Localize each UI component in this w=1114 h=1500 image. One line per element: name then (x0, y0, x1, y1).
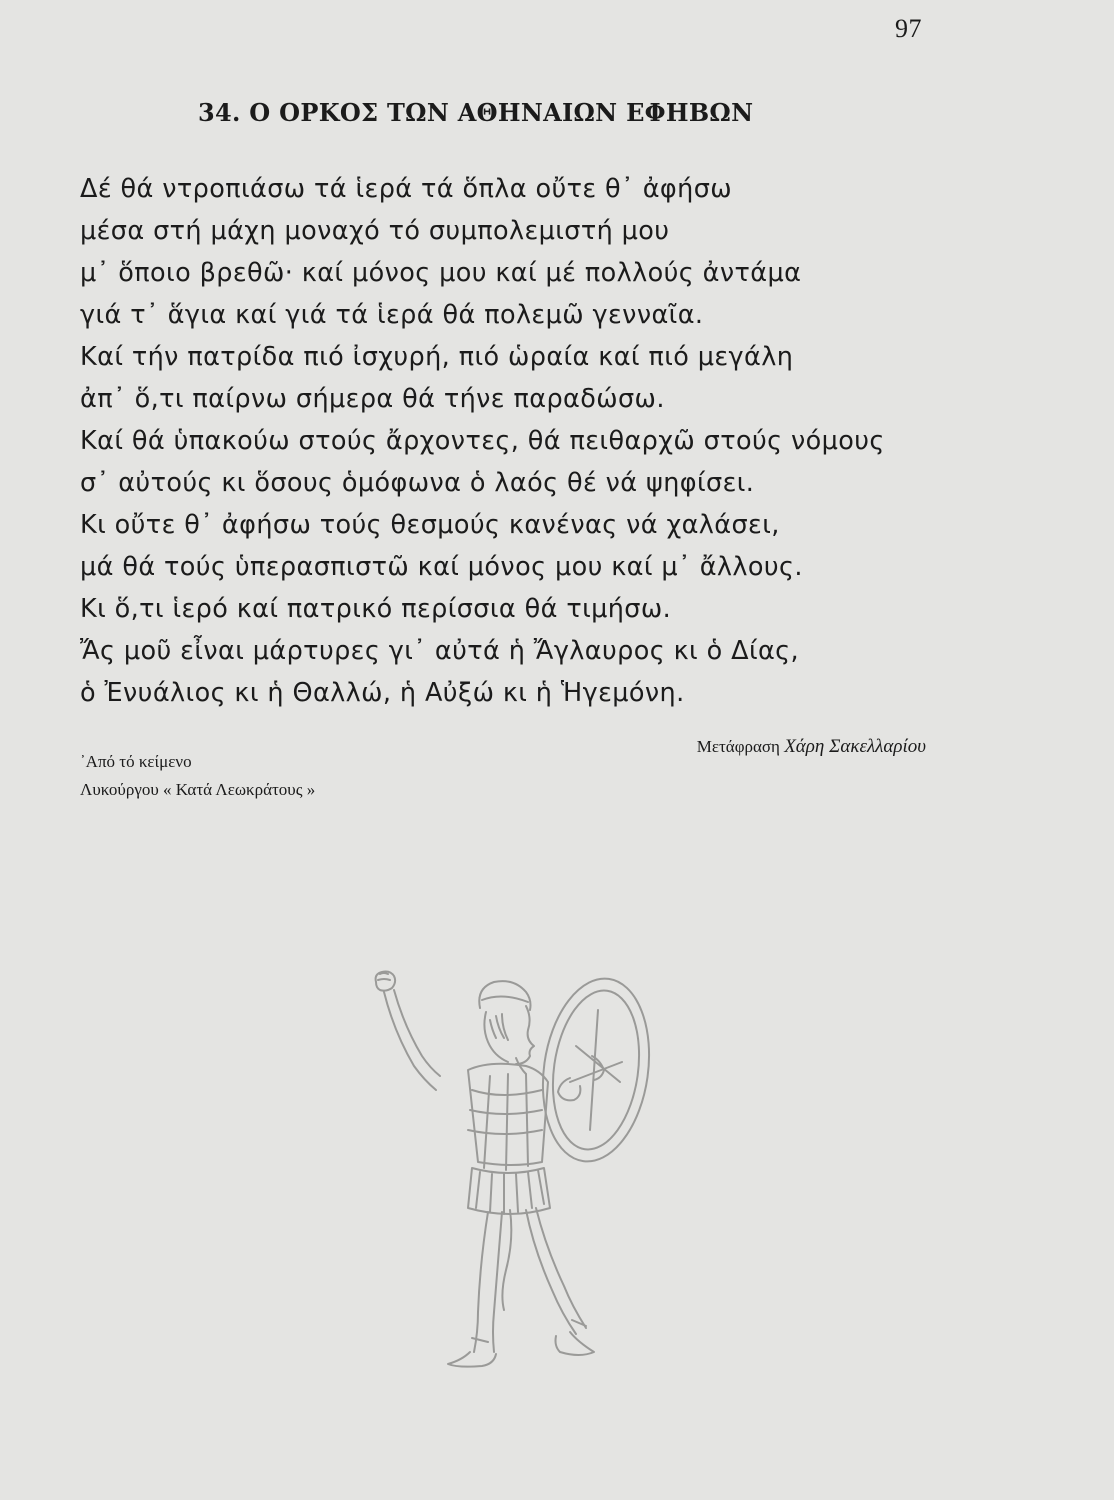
poem-line: Δέ θά ντροπιάσω τά ἱερά τά ὅπλα οὔτε θ᾿ ἀφήσω (80, 174, 733, 204)
source-line-2: Λυκούργου « Κατά Λεωκράτους » (80, 780, 316, 799)
page-number: 97 (895, 14, 922, 43)
poem-title: 34. Ο ΟΡΚΟΣ ΤΩΝ ΑΘΗΝΑΙΩΝ ΕΦΗΒΩΝ (198, 98, 754, 127)
translation-label: Μετάφραση (696, 737, 780, 756)
poem-line: μέσα στή μάχη μοναχό τό συμπολεμιστή μου (80, 216, 670, 246)
source-line-1: ᾿Από τό κείμενο (80, 752, 192, 771)
translator-name: Χάρη Σακελλαρίου (784, 736, 926, 757)
poem-line: μ᾿ ὅποιο βρεθῶ· καί μόνος μου καί μέ πολλούς ἀντάμα (80, 258, 802, 288)
poem-line: γιά τ᾿ ἅγια καί γιά τά ἱερά θά πολεμῶ γενναῖα. (80, 300, 704, 330)
poem-line: ἀπ᾿ ὅ,τι παίρνω σήμερα θά τήνε παραδώσω. (80, 384, 665, 414)
poem-body (80, 168, 960, 714)
poem-line: ὁ Ἐνυάλιος κι ἡ Θαλλώ, ἡ Αὐξώ κι ἡ Ἡγεμόνη. (80, 678, 685, 708)
source-credit (80, 748, 315, 804)
poem-line: Κι ὅ,τι ἱερό καί πατρικό περίσσια θά τιμήσω. (80, 594, 672, 624)
poem-line: Κι οὔτε θ᾿ ἀφήσω τούς θεσμούς κανένας νά χαλάσει, (80, 510, 780, 540)
poem-line: Ἄς μοῦ εἶναι μάρτυρες γι᾿ αὐτά ἡ Ἄγλαυρος κι ὁ Δίας, (80, 636, 800, 666)
poem-line: σ᾿ αὐτούς κι ὅσους ὁμόφωνα ὁ λαός θέ νά ψηφίσει. (80, 468, 755, 498)
poem-line: Καί τήν πατρίδα πιό ἰσχυρή, πιό ὡραία καί πιό μεγάλη (80, 342, 794, 372)
poem-line: μά θά τούς ὑπερασπιστῶ καί μόνος μου καί μ᾿ ἄλλους. (80, 552, 803, 582)
poem-line: Καί θά ὑπακούω στούς ἄρχοντες, θά πειθαρχῶ στούς νόμους (80, 426, 885, 456)
translation-credit (697, 736, 926, 758)
greek-hoplite-warrior-icon (340, 960, 660, 1380)
